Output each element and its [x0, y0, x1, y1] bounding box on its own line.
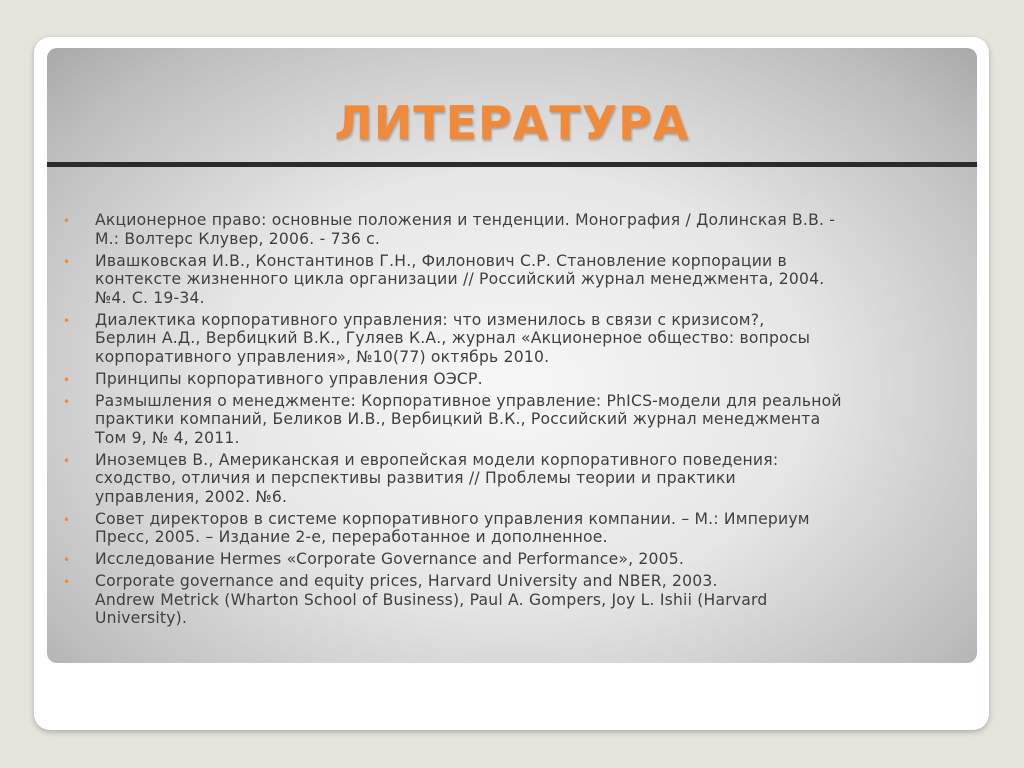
reference-text-line: Акционерное право: основные положения и тенденции. Монография / Долинская В.В. -	[95, 211, 836, 229]
bullet-icon: •	[63, 575, 71, 589]
reference-text-line: Andrew Metrick (Wharton School of Business), Paul A. Gompers, Joy L. Ishii (Harvard	[95, 590, 768, 609]
reference-text-line: контексте жизненного цикла организации // Российский журнал менеджмента, 2004.	[95, 270, 825, 288]
reference-text-line: корпоративного управления», №10(77) октябрь 2010.	[95, 347, 550, 366]
bullet-icon: •	[63, 254, 71, 269]
reference-text-line: Совет директоров в системе корпоративного управления компании. – М.: Империум	[95, 509, 810, 528]
reference-text-line: Принципы корпоративного управления ОЭСР.	[95, 369, 483, 388]
reference-text-line: University).	[95, 609, 188, 627]
slide	[47, 48, 977, 663]
reference-text-line: Том 9, № 4, 2011.	[95, 428, 240, 447]
reference-text-line: Исследование Hermes «Corporate Governance and Performance», 2005.	[95, 550, 685, 568]
reference-item	[63, 369, 961, 389]
reference-item	[63, 310, 961, 367]
reference-item	[63, 251, 961, 308]
bullet-icon: •	[63, 372, 71, 387]
slide-title: ЛИТЕРАТУРА	[334, 96, 690, 150]
reference-text-line: Размышления о менеджменте: Корпоративное управление: PhICS-модели для реальной	[95, 391, 842, 410]
reference-text-line: Ивашковская И.В., Константинов Г.Н., Филонович С.Р. Становление корпорации в	[95, 251, 787, 270]
reference-item	[63, 572, 961, 628]
reference-text-line: Corporate governance and equity prices, Harvard University and NBER, 2003.	[95, 572, 718, 590]
reference-text-line: №4. С. 19-34.	[95, 288, 205, 307]
reference-text-line: сходство, отличия и перспективы развития // Проблемы теории и практики	[95, 469, 736, 487]
reference-item	[63, 450, 961, 507]
bullet-icon: •	[63, 453, 71, 468]
reference-text-line: М.: Волтерс Клувер, 2006. - 736 с.	[95, 229, 381, 248]
bullet-icon: •	[63, 553, 71, 567]
reference-text-line: Пресс, 2005. – Издание 2-е, переработанное и дополненное.	[95, 528, 608, 546]
bullet-icon: •	[63, 214, 71, 228]
reference-text-line: управления, 2002. №6.	[95, 487, 288, 506]
reference-text-line: практики компаний, Беликов И.В., Вербицкий В.К., Российский журнал менеджмента	[95, 410, 821, 428]
bullet-icon: •	[63, 313, 71, 328]
bullet-icon: •	[63, 394, 71, 409]
reference-item	[63, 509, 961, 547]
bullet-icon: •	[63, 512, 71, 527]
reference-item	[63, 550, 961, 569]
reference-item	[63, 211, 961, 248]
reference-text-line: Диалектика корпоративного управления: что изменилось в связи с кризисом?,	[95, 310, 765, 329]
reference-list	[63, 211, 961, 631]
reference-text-line: Берлин А.Д., Вербицкий В.К., Гуляев К.А., журнал «Акционерное общество: вопросы	[95, 329, 811, 347]
reference-text-line: Иноземцев В., Американская и европейская модели корпоративного поведения:	[95, 450, 779, 469]
reference-item	[63, 391, 961, 448]
title-divider	[47, 162, 977, 167]
